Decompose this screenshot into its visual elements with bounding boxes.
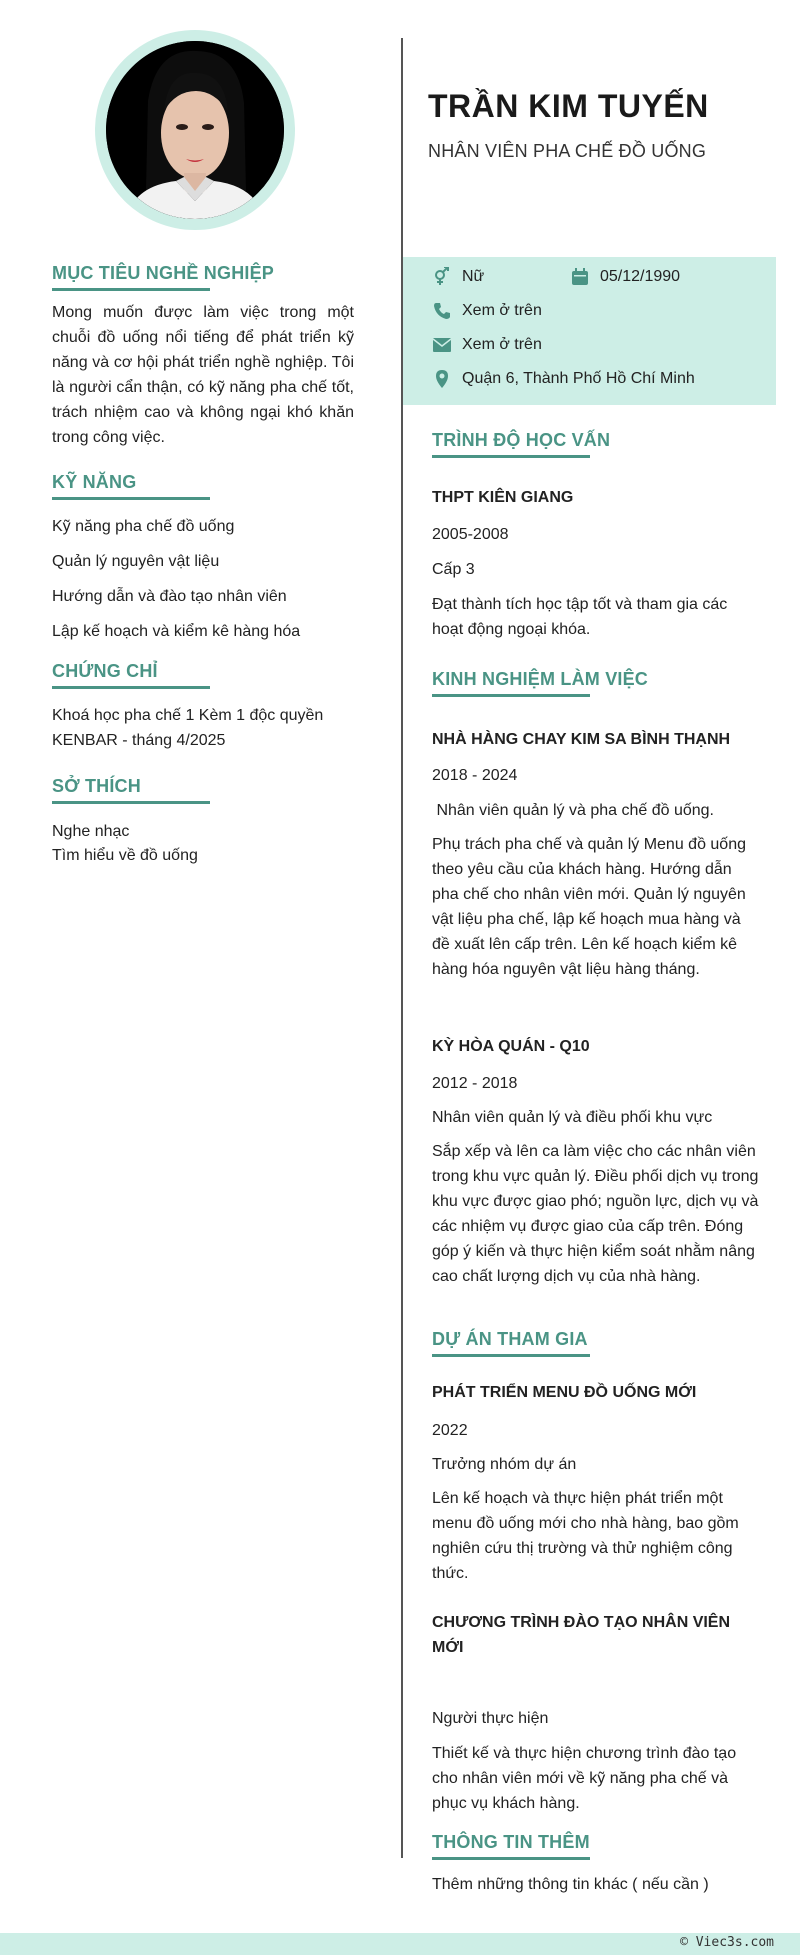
skills-list [52,514,354,654]
skill-item: Quản lý nguyên vật liệu [52,553,220,570]
project-year: 2022 [432,1422,468,1439]
contact-phone [432,301,542,321]
experience-title: KINH NGHIỆM LÀM VIỆC [432,669,648,694]
objective-title: MỤC TIÊU NGHỀ NGHIỆP [52,263,274,288]
project-name: PHÁT TRIỂN MENU ĐỒ UỐNG MỚI [432,1384,697,1401]
project-role: Người thực hiện [432,1710,549,1727]
job-period: 2018 - 2024 [432,767,518,784]
objective-text: Mong muốn được làm việc trong một chuỗi đồ uống nổi tiếng để phát triển kỹ năng và cơ hội phát triển nghề nghiệp. Tôi là người cẩn thận, có kỹ năng pha chế tốt, trách nhiệm cao và không ngại khó khăn trong công việc. [52,304,354,446]
candidate-name: TRẦN KIM TUYẾN [428,88,709,124]
education-description: Đạt thành tích học tập tốt và tham gia các hoạt động ngoại khóa. [432,596,728,638]
footer-bar [0,1933,800,1955]
job-period: 2012 - 2018 [432,1075,518,1092]
certificates-text: Khoá học pha chế 1 Kèm 1 độc quyền KENBAR - tháng 4/2025 [52,707,324,749]
avatar-photo [106,41,284,219]
certificates-title: CHỨNG CHỈ [52,661,158,686]
skills-title: KỸ NĂNG [52,472,136,497]
education-school: THPT KIÊN GIANG [432,489,574,506]
email-value: Xem ở trên [462,336,542,353]
extra-info-title: THÔNG TIN THÊM [432,1832,590,1857]
education-title: TRÌNH ĐỘ HỌC VẤN [432,430,610,455]
skill-item: Kỹ năng pha chế đồ uống [52,518,235,535]
phone-value: Xem ở trên [462,302,542,319]
contact-birthday [570,267,680,287]
education-level: Cấp 3 [432,561,475,578]
contact-gender [432,267,484,287]
hobbies-title: SỞ THÍCH [52,776,141,801]
project-description: Thiết kế và thực hiện chương trình đào tạo cho nhân viên mới về kỹ năng pha chế và phục vụ khách hàng. [432,1745,737,1812]
address-value: Quận 6, Thành Phố Hồ Chí Minh [462,370,695,387]
education-period: 2005-2008 [432,526,509,543]
skill-item: Hướng dẫn và đào tạo nhân viên [52,588,287,605]
contact-address [432,369,695,389]
project-role: Trưởng nhóm dự án [432,1456,577,1473]
footer-credit: © Viec3s.com [680,1935,774,1950]
hobby-item: Nghe nhạc [52,823,130,840]
job-company: NHÀ HÀNG CHAY KIM SA BÌNH THẠNH [432,731,731,748]
job-role: Nhân viên quản lý và điều phối khu vực [432,1109,713,1126]
avatar-ring [95,30,295,230]
job-company: KỲ HÒA QUÁN - Q10 [432,1038,590,1055]
location-pin-icon [432,369,452,389]
gender-icon [432,267,452,287]
phone-icon [432,301,452,321]
extra-info-text: Thêm những thông tin khác ( nếu cần ) [432,1876,709,1893]
skill-item: Lập kế hoạch và kiểm kê hàng hóa [52,623,301,640]
envelope-icon [432,335,452,355]
calendar-icon [570,267,590,287]
birthday-value: 05/12/1990 [600,268,681,285]
project-name: CHƯƠNG TRÌNH ĐÀO TẠO NHÂN VIÊN MỚI [432,1614,731,1656]
avatar [106,41,284,219]
job-role: Nhân viên quản lý và pha chế đồ uống. [432,802,714,819]
contact-email [432,335,542,355]
job-title: NHÂN VIÊN PHA CHẾ ĐỒ UỐNG [428,141,707,161]
projects-title: DỰ ÁN THAM GIA [432,1329,588,1354]
job-description: Sắp xếp và lên ca làm việc cho các nhân viên trong khu vực quản lý. Điều phối dịch vụ trong khu vực được giao phó; nguồn lực, dịch vụ và các nhiệm vụ được giao của cấp trên. Đóng góp ý kiến và thực hiện kiểm soát nhằm nâng cao chất lượng dịch vụ của nhà hàng. [432,1143,759,1285]
hobby-item: Tìm hiểu về đồ uống [52,847,198,864]
project-description: Lên kế hoạch và thực hiện phát triển một menu đồ uống mới cho nhà hàng, bao gồm nghiên cứu thị trường và thử nghiệm công thức. [432,1490,739,1582]
gender-value: Nữ [462,268,485,285]
job-description: Phụ trách pha chế và quản lý Menu đồ uống theo yêu cầu của khách hàng. Hướng dẫn pha chế cho nhân viên mới. Quản lý nguyên vật liệu pha chế, lập kế hoạch mua hàng và đề xuất lên cấp trên. Lên kế hoạch kiểm kê hàng hóa nguyên vật liệu hàng tháng. [432,836,746,978]
